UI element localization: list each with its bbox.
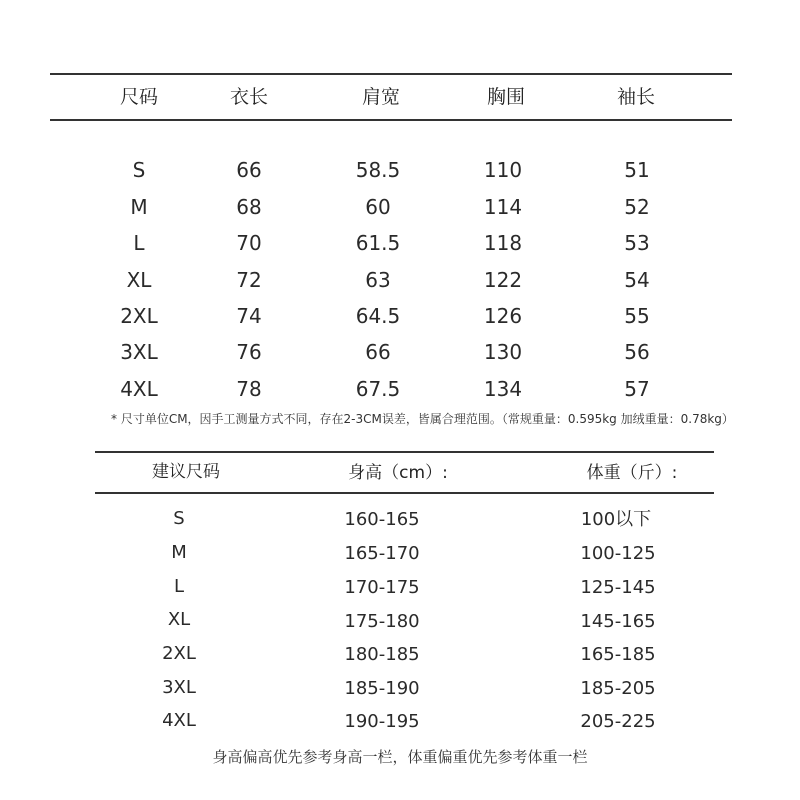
recommendation-row-weight: 145-165 xyxy=(580,611,656,632)
measurement-row-chest: 134 xyxy=(483,377,523,401)
measurement-header-length: 衣长 xyxy=(229,86,269,108)
measurement-row-size: 2XL xyxy=(120,304,158,328)
recommendation-row-size: XL xyxy=(167,609,191,630)
measurement-row-shoulder: 66 xyxy=(365,340,391,364)
recommendation-row-height: 165-170 xyxy=(344,543,420,564)
measurement-table-top-rule xyxy=(50,73,732,75)
measurement-row-sleeve: 54 xyxy=(624,268,650,292)
measurement-header-chest: 胸围 xyxy=(486,86,526,108)
measurement-row-length: 66 xyxy=(236,158,262,182)
recommendation-row-weight: 100以下 xyxy=(580,509,652,530)
recommendation-table-top-rule xyxy=(95,451,714,453)
measurement-row-sleeve: 55 xyxy=(624,304,650,328)
recommendation-row-height: 185-190 xyxy=(344,678,420,699)
measurement-row-chest: 114 xyxy=(483,195,523,219)
measurement-header-shoulder: 肩宽 xyxy=(361,86,401,108)
measurement-row-shoulder: 63 xyxy=(365,268,391,292)
recommendation-row-weight: 185-205 xyxy=(580,678,656,699)
recommendation-row-weight: 165-185 xyxy=(580,644,656,665)
measurement-row-shoulder: 58.5 xyxy=(355,158,401,182)
recommendation-header-size: 建议尺码 xyxy=(152,462,220,482)
measurement-row-length: 70 xyxy=(236,231,262,255)
measurement-row-length: 72 xyxy=(236,268,262,292)
measurement-row-size: L xyxy=(133,231,145,255)
measurement-row-sleeve: 56 xyxy=(624,340,650,364)
recommendation-row-weight: 125-145 xyxy=(580,577,656,598)
measurement-row-chest: 130 xyxy=(483,340,523,364)
measurement-row-shoulder: 60 xyxy=(365,195,391,219)
measurement-row-shoulder: 61.5 xyxy=(355,231,401,255)
recommendation-row-height: 175-180 xyxy=(344,611,420,632)
recommendation-row-size: 2XL xyxy=(162,643,196,664)
measurement-row-chest: 110 xyxy=(483,158,523,182)
recommendation-row-size: M xyxy=(171,542,187,563)
measurement-row-shoulder: 67.5 xyxy=(355,377,401,401)
measurement-row-sleeve: 53 xyxy=(624,231,650,255)
measurement-header-sleeve: 袖长 xyxy=(616,86,656,108)
measurement-row-sleeve: 52 xyxy=(624,195,650,219)
recommendation-row-size: L xyxy=(173,576,185,597)
measurement-row-size: XL xyxy=(126,268,152,292)
measurement-row-length: 78 xyxy=(236,377,262,401)
recommendation-header-weight: 体重（斤）: xyxy=(586,463,678,483)
measurement-row-length: 74 xyxy=(236,304,262,328)
measurement-row-sleeve: 51 xyxy=(624,158,650,182)
recommendation-table-header-rule xyxy=(95,492,714,494)
measurement-row-length: 76 xyxy=(236,340,262,364)
recommendation-row-height: 160-165 xyxy=(344,509,420,530)
recommendation-row-height: 170-175 xyxy=(344,577,420,598)
measurement-row-size: M xyxy=(130,195,148,219)
size-advice-footer: 身高偏高优先参考身高一栏，体重偏重优先参考体重一栏 xyxy=(212,748,588,766)
measurement-row-length: 68 xyxy=(236,195,262,219)
recommendation-row-size: 4XL xyxy=(162,710,196,731)
measurement-header-size: 尺码 xyxy=(119,86,159,108)
measurement-row-chest: 118 xyxy=(483,231,523,255)
recommendation-row-height: 190-195 xyxy=(344,711,420,732)
measurement-row-size: 4XL xyxy=(120,377,158,401)
measurement-note: * 尺寸单位CM，因手工测量方式不同，存在2-3CM误差，皆属合理范围。（常规重量：0.595kg 加绒重量：0.78kg） xyxy=(111,412,734,426)
measurement-row-chest: 126 xyxy=(483,304,523,328)
recommendation-header-height: 身高（cm）: xyxy=(348,463,448,483)
measurement-row-size: 3XL xyxy=(120,340,158,364)
recommendation-row-size: S xyxy=(173,508,185,529)
measurement-row-size: S xyxy=(132,158,146,182)
measurement-row-sleeve: 57 xyxy=(624,377,650,401)
recommendation-row-height: 180-185 xyxy=(344,644,420,665)
measurement-row-shoulder: 64.5 xyxy=(355,304,401,328)
recommendation-row-weight: 100-125 xyxy=(580,543,656,564)
recommendation-row-size: 3XL xyxy=(162,677,196,698)
measurement-row-chest: 122 xyxy=(483,268,523,292)
measurement-table-header-rule xyxy=(50,119,732,121)
recommendation-row-weight: 205-225 xyxy=(580,711,656,732)
